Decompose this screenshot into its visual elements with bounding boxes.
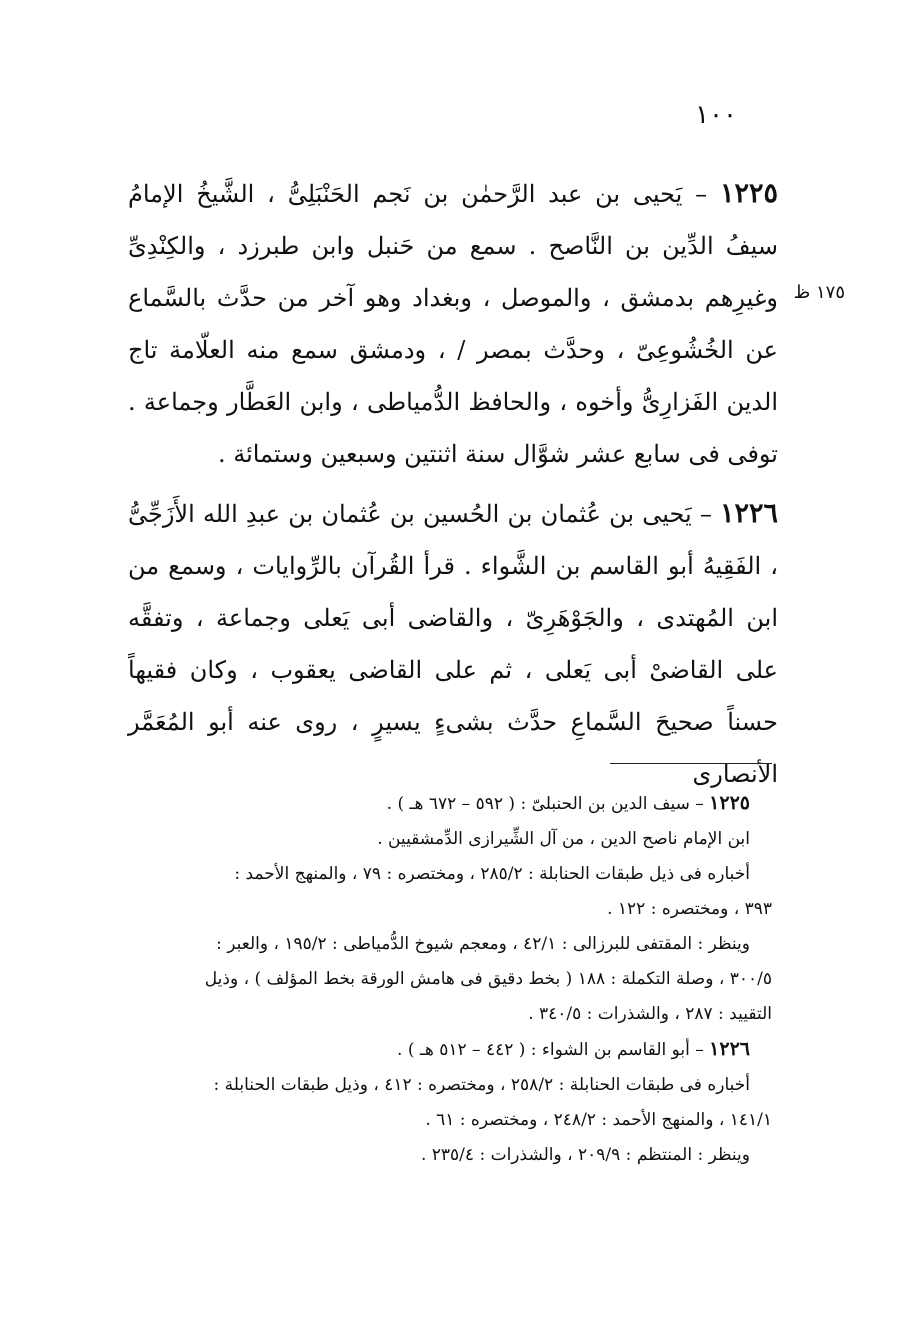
footnote-text: – سيف الدين بن الحنبلىّ : ( ٥٩٢ – ٦٧٢ هـ ) . (386, 794, 710, 814)
footnote-number: ١٢٢٥ (709, 792, 750, 814)
footnote-line (112, 786, 772, 822)
footnote-line: وينظر : المنتظم : ٢٠٩/٩ ، والشذرات : ٢٣٥/٤ . (420, 1145, 750, 1165)
entry-text: – يَحيى بن عبد الرَّحمٰن بن نَجم الحَنْبَلِىُّ ، الشَّيخُ الإمامُ سيفُ الدِّين بن النَّاصح . سمع من حَنبل وابن طبرزد ، والكِنْدِىِّ وغيرِهم بدمشق ، والموصل ، وبغداد وهو آخر من حدَّث بالسَّماع عن الخُشُوعِىّ ، وحدَّث بمصر / ، ودمشق سمع منه العلّامة تاج الدين الفَزارِىُّ وأخوه ، والحافظ الدُّمياطى ، وابن العَطَّار وجماعة . توفى فى سابع عشر شوَّال سنة اثنتين وسبعين وستمائة . (128, 180, 778, 468)
entry-text: – يَحيى بن عُثمان بن الحُسين بن عُثمان بن عبدِ الله الأَزَجِّىُّ ، الفَقِيهُ أبو القاسم بن الشَّواء . قرأ القُرآن بالرِّوايات ، وسمع من ابن المُهتدى ، والجَوْهَرِىّ ، والقاضى أبى يَعلى وجماعة ، وتفقَّه على القاضىْ أبى يَعلى ، ثم على القاضى يعقوب ، وكان فقيهاً حسناً صحيحَ السَّماعِ حدَّث بشىءٍ يسيرٍ ، روى عنه أبو المُعَمَّر الأنصارى (128, 500, 778, 788)
footnote-line (112, 1032, 772, 1068)
footnote-number: ١٢٢٦ (709, 1038, 750, 1060)
footnote-line: أخباره فى طبقات الحنابلة : ٢٥٨/٢ ، ومختصره : ٤١٢ ، وذيل طبقات الحنابلة : (213, 1075, 750, 1095)
footnote-line: أخباره فى ذيل طبقات الحنابلة : ٢٨٥/٢ ، ومختصره : ٧٩ ، والمنهج الأحمد : (234, 864, 750, 884)
footnote-line: ٣٠٠/٥ ، وصلة التكملة : ١٨٨ ( بخط دقيق فى هامش الورقة بخط المؤلف ) ، وذيل (204, 969, 772, 989)
footnote-line: التقييد : ٢٨٧ ، والشذرات : ٣٤٠/٥ . (528, 1004, 772, 1024)
entry-number: ١٢٢٥ (719, 178, 778, 209)
footnote-line: ٣٩٣ ، ومختصره : ١٢٢ . (607, 899, 772, 919)
entry-1226 (128, 488, 778, 800)
footnote-line: ١٤١/١ ، والمنهج الأحمد : ٢٤٨/٢ ، ومختصره : ٦١ . (425, 1110, 772, 1130)
page-number: ١٠٠ (695, 100, 737, 130)
main-text (128, 168, 778, 808)
footnote-line: وينظر : المقتفى للبرزالى : ٤٢/١ ، ومعجم شيوخ الدُّمياطى : ١٩٥/٢ ، والعبر : (216, 934, 750, 954)
footnotes (112, 786, 772, 1173)
margin-folio-note: ١٧٥ ظ (793, 282, 845, 303)
footnote-divider (610, 763, 772, 764)
footnote-text: – أبو القاسم بن الشواء : ( ٤٤٢ – ٥١٢ هـ ) . (397, 1040, 710, 1060)
entry-number: ١٢٢٦ (719, 498, 778, 529)
entry-1225 (128, 168, 778, 480)
footnote-line: ابن الإمام ناصح الدين ، من آل الشِّيرازى الدِّمشقيين . (377, 829, 750, 849)
